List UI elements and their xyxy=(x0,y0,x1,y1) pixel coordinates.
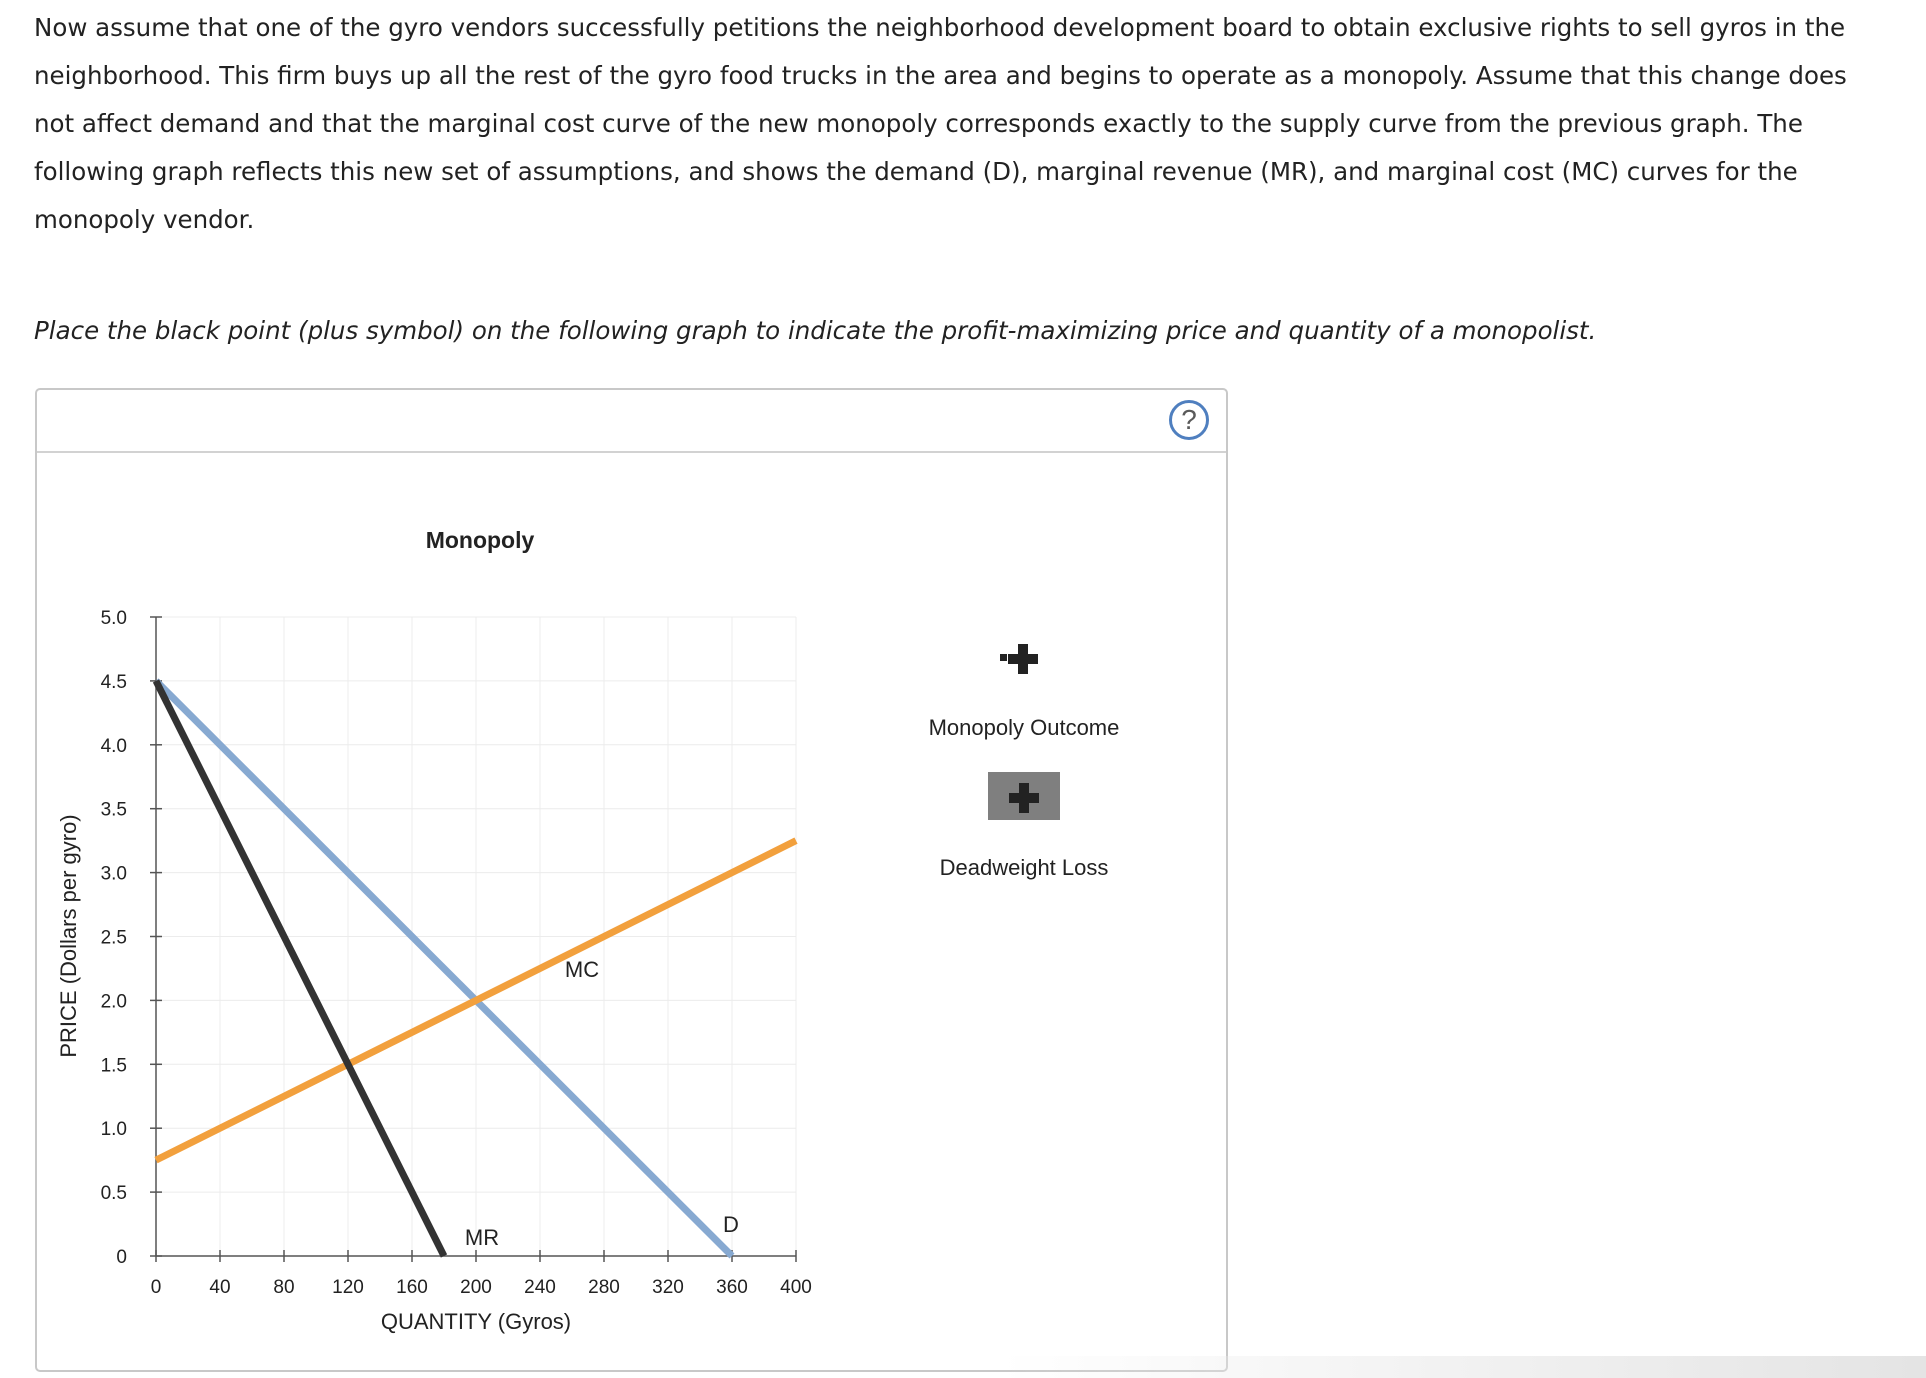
curve-label-mr: MR xyxy=(464,1225,500,1250)
curve-label-mc: MC xyxy=(564,957,600,982)
instruction-text: Place the black point (plus symbol) on the following graph to indicate the profit-maximizing price and quantity of a monopolist. xyxy=(34,316,1597,345)
y-tick-label: 1.5 xyxy=(100,1055,127,1077)
chart-title: Monopoly xyxy=(425,527,535,553)
x-tick-label: 80 xyxy=(273,1277,295,1298)
x-tick-label: 360 xyxy=(716,1277,748,1298)
x-tick-label: 0 xyxy=(150,1277,162,1298)
legend-drag-handle[interactable] xyxy=(1000,654,1007,661)
x-tick-label: 200 xyxy=(460,1277,492,1298)
x-tick-label: 400 xyxy=(780,1277,812,1298)
y-tick-label: 0 xyxy=(116,1247,127,1268)
legend-label-deadweight-loss: Deadweight Loss xyxy=(939,855,1109,880)
y-tick-label: 0.5 xyxy=(100,1183,127,1205)
y-tick-label: 3.0 xyxy=(100,863,127,885)
bottom-shadow xyxy=(1000,1356,1926,1378)
plus-icon[interactable] xyxy=(1008,644,1038,674)
curve-mr[interactable] xyxy=(156,681,444,1256)
x-tick-label: 240 xyxy=(524,1277,556,1298)
curve-label-d: D xyxy=(723,1212,739,1237)
x-tick-label: 280 xyxy=(588,1277,620,1298)
question-text: Now assume that one of the gyro vendors successfully petitions the neighborhood development board to obtain exclusive rights to sell gyros in the neighborhood. This firm buys up all the rest of the gyro food trucks in the area and begins to operate as a monopoly. Assume that this change does not affect demand and that the marginal cost curve of the new monopoly corresponds exactly to the supply curve from the previous graph. The following graph reflects this new set of assumptions, and shows the demand (D), marginal revenue (MR), and marginal cost (MC) curves for the monopoly vendor. xyxy=(34,13,1847,234)
help-icon[interactable]: ? xyxy=(1169,400,1209,440)
y-tick-label: 4.5 xyxy=(100,671,127,693)
x-tick-label: 120 xyxy=(332,1277,364,1298)
y-tick-label: 2.5 xyxy=(100,927,127,949)
x-tick-label: 40 xyxy=(209,1277,231,1298)
y-tick-label: 1.0 xyxy=(100,1119,127,1141)
x-tick-label: 320 xyxy=(652,1277,684,1298)
x-tick-label: 160 xyxy=(396,1277,428,1298)
curve-d[interactable] xyxy=(156,681,732,1256)
y-axis-label: PRICE (Dollars per gyro) xyxy=(56,814,81,1058)
y-tick-label: 5.0 xyxy=(100,608,127,629)
x-axis-label: QUANTITY (Gyros) xyxy=(380,1309,572,1334)
legend-label-monopoly-outcome: Monopoly Outcome xyxy=(928,715,1120,740)
y-tick-label: 4.0 xyxy=(100,735,127,757)
y-tick-label: 3.5 xyxy=(100,799,127,821)
y-tick-label: 2.0 xyxy=(100,991,127,1013)
